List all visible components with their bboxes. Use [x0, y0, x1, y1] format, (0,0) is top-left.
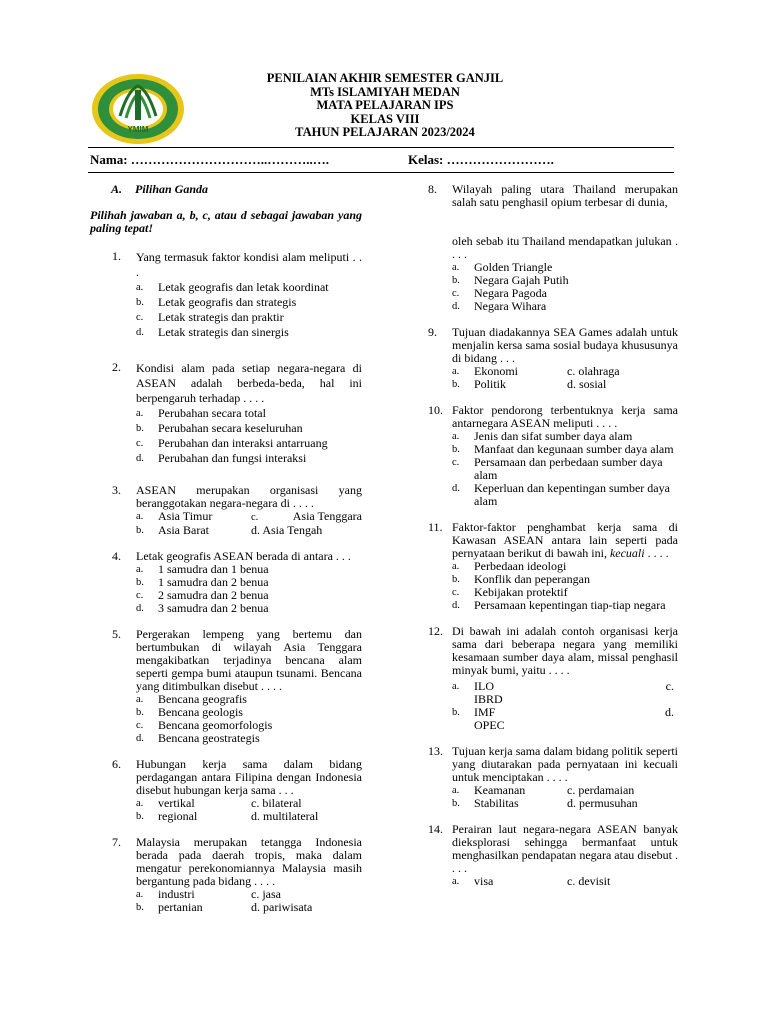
option-letter: d. [136, 453, 144, 464]
option-a[interactable] [136, 510, 247, 524]
option-letter: c. [452, 587, 460, 598]
option-letter: c. [251, 512, 259, 523]
question-number: 5. [112, 627, 121, 641]
question-2 [112, 361, 362, 466]
logo-text: YMIM [127, 125, 149, 134]
option-d[interactable]: d. sosial [567, 377, 607, 391]
option-letter: b. [452, 275, 460, 286]
divider-bottom [88, 172, 674, 173]
question-4 [112, 550, 362, 615]
question-emphasis: kecuali [609, 546, 645, 560]
option-letter: c. [136, 312, 144, 323]
option-d[interactable] [452, 482, 678, 508]
option-text: Letak strategis dan praktir [158, 310, 284, 324]
option-c[interactable]: c. perdamaian [567, 783, 635, 797]
question-text-main: Faktor-faktor penghambat kerja sama di Kawasan ASEAN antara lain seperti pada pernyataan berikut di bawah ini, [452, 520, 678, 560]
option-text: vertikal [158, 796, 195, 810]
option-text: Letak geografis dan strategis [158, 295, 297, 309]
option-letter: a. [136, 282, 144, 293]
blank-space [452, 209, 678, 235]
question-text [452, 521, 678, 560]
option-text: 2 samudra dan 2 benua [158, 588, 269, 602]
option-text: Golden Triangle [474, 260, 553, 274]
option-letter: b. [136, 811, 144, 822]
option-b[interactable] [136, 295, 362, 310]
option-letter: d. [136, 733, 144, 744]
option-text: Jenis dan sifat sumber daya alam [474, 429, 633, 443]
question-number: 6. [112, 757, 121, 771]
section-name: Pilihan Ganda [135, 182, 209, 196]
question-number: 9. [428, 325, 437, 339]
option-d[interactable]: d. pariwisata [251, 900, 313, 914]
option-b[interactable] [452, 378, 563, 391]
option-letter: b. [136, 902, 144, 913]
option-letter: d. [136, 327, 144, 338]
name-field[interactable]: Nama: …………………………..………..…. [90, 152, 330, 167]
option-letter: d. [452, 301, 460, 312]
option-text: Negara Wihara [474, 299, 547, 313]
instruction: Pilihah jawaban a, b, c, atau d sebagai jawaban yang paling tepat! [90, 208, 362, 235]
question-10 [428, 404, 678, 508]
question-3 [112, 484, 362, 537]
option-text: Perubahan dan fungsi interaksi [158, 451, 307, 465]
option-letter: b. [136, 577, 144, 588]
question-13 [428, 745, 678, 810]
option-text: Perubahan secara keseluruhan [158, 421, 303, 435]
question-text: Letak geografis ASEAN berada di antara . . . [136, 549, 351, 563]
option-letter: b. [452, 444, 460, 455]
option-letter: a. [452, 681, 460, 692]
option-text: Persamaan dan perbedaan sumber daya alam [474, 455, 663, 482]
question-text: Di bawah ini adalah contoh organisasi kerja sama dari beberapa negara yang memiliki kesamaan sumber daya alam, missal penghasil minyak bumi, yaitu . . . . [452, 624, 678, 677]
question-text: Tujuan kerja sama dalam bidang politik seperti yang diutarakan pada pernyataan ini kecuali untuk menciptakan . . . . [452, 744, 678, 784]
question-text: Tujuan diadakannya SEA Games adalah untuk menjalin kersa sama sosial budaya khususunya di bidang . . . [452, 325, 678, 365]
question-text: Malaysia merupakan tetangga Indonesia berada pada daerah tropis, maka dalam mengatur perekonomiannya Malaysia masih bergantung pada bidang . . . . [136, 835, 362, 888]
option-text: IMF [474, 705, 496, 719]
option-letter: b. [452, 798, 460, 809]
section-title [111, 183, 362, 196]
option-text: regional [158, 809, 198, 823]
option-a[interactable] [452, 365, 563, 378]
question-text-tail: . . . . [644, 546, 669, 560]
question-9 [428, 326, 678, 391]
option-letter: a. [452, 561, 460, 572]
option-letter: b. [452, 379, 460, 390]
question-5 [112, 628, 362, 745]
option-text: Asia Barat [158, 523, 209, 537]
exam-header [230, 72, 540, 140]
option-text: Kebijakan protektif [474, 585, 568, 599]
option-letter: c. [136, 590, 144, 601]
class-field[interactable]: Kelas: ……………………. [408, 152, 554, 167]
option-d[interactable] [452, 300, 678, 313]
option-d[interactable]: d. multilateral [251, 809, 319, 823]
question-number: 1. [112, 249, 121, 263]
question-6 [112, 758, 362, 823]
option-c[interactable]: c. olahraga [567, 364, 620, 378]
option-text: Manfaat dan kegunaan sumber daya alam [474, 442, 674, 456]
option-letter: b. [136, 423, 144, 434]
option-c[interactable]: c. jasa [251, 887, 281, 901]
option-letter: a. [136, 694, 144, 705]
option-c[interactable] [251, 510, 362, 524]
option-b[interactable] [136, 524, 247, 537]
option-letter: d. [452, 483, 460, 494]
option-d[interactable] [452, 599, 678, 612]
question-7 [112, 836, 362, 914]
option-c[interactable]: c. bilateral [251, 796, 302, 810]
option-letter: a. [136, 889, 144, 900]
question-number: 4. [112, 549, 121, 563]
option-text: ILO [474, 679, 494, 693]
question-text: Wilayah paling utara Thailand merupakan salah satu penghasil opium terbesar di dunia, [452, 182, 678, 209]
school-logo [90, 72, 186, 146]
option-letter: b. [136, 707, 144, 718]
question-number: 3. [112, 483, 121, 497]
section-letter: A. [111, 182, 123, 196]
option-text: industri [158, 887, 195, 901]
option-text: Ekonomi [474, 364, 518, 378]
question-11 [428, 521, 678, 612]
header-line: KELAS VIII [350, 111, 420, 126]
question-8 [428, 183, 678, 313]
question-text: Pergerakan lempeng yang bertemu dan bertumbukan di wilayah Asia Tenggara mengakibatkan terjadinya bencana alam seperti gempa bumi ataupun tsunami. Bencana yang ditimbulkan disebut . . . . [136, 627, 362, 693]
option-a[interactable] [136, 280, 362, 295]
question-text: Faktor pendorong terbentuknya kerja sama antarnegara ASEAN meliputi . . . . [452, 403, 678, 430]
header-line: PENILAIAN AKHIR SEMESTER GANJIL [266, 71, 504, 85]
option-d[interactable] [251, 524, 362, 537]
option-letter: b. [452, 574, 460, 585]
option-b[interactable] [136, 901, 247, 914]
option-text: Letak geografis dan letak koordinat [158, 280, 329, 294]
question-1 [112, 250, 362, 340]
question-text: Yang termasuk faktor kondisi alam meliputi . . . [136, 250, 362, 279]
question-number: 10. [428, 403, 443, 417]
left-column [90, 182, 362, 927]
header-line: MTs ISLAMIYAH MEDAN [310, 84, 460, 99]
option-text: Bencana geostrategis [158, 731, 260, 745]
option-letter: d. [251, 523, 260, 537]
question-number: 12. [428, 624, 443, 638]
option-letter: d. [452, 600, 460, 611]
option-text: Bencana geografis [158, 692, 247, 706]
option-text: Perubahan secara total [158, 406, 266, 420]
option-text: visa [474, 874, 494, 888]
option-c[interactable] [452, 456, 678, 482]
option-text: Negara Gajah Putih [474, 273, 569, 287]
right-column [428, 183, 678, 901]
question-text-continued: oleh sebab itu Thailand mendapatkan julukan . . . . [452, 234, 678, 261]
option-d[interactable] [136, 602, 362, 615]
question-number: 14. [428, 822, 443, 836]
question-number: 8. [428, 182, 437, 196]
option-d[interactable] [136, 451, 362, 466]
option-a[interactable] [136, 406, 362, 421]
option-d[interactable]: d. permusuhan [567, 796, 638, 810]
option-letter: a. [452, 262, 460, 273]
option-letter: c. [452, 457, 460, 468]
option-text: Perubahan dan interaksi antarruang [158, 436, 328, 450]
option-letter: a. [452, 366, 460, 377]
question-number: 7. [112, 835, 121, 849]
option-text: Asia Tenggara [292, 509, 362, 523]
option-c[interactable] [136, 436, 362, 451]
option-c-letter[interactable]: c. [665, 679, 674, 693]
option-b[interactable] [452, 797, 563, 810]
option-text: OPEC [474, 718, 505, 732]
option-letter: b. [136, 297, 144, 308]
question-text: Hubungan kerja sama dalam bidang perdagangan antara Filipina dengan Indonesia disebut hubungan kerja sama . . . [136, 757, 362, 797]
option-text: Bencana geomorfologis [158, 718, 273, 732]
option-letter: a. [136, 511, 144, 522]
question-number: 13. [428, 744, 443, 758]
header-line: TAHUN PELAJARAN 2023/2024 [295, 125, 475, 140]
option-a[interactable] [452, 875, 563, 888]
question-text: Kondisi alam pada setiap negara-negara di ASEAN adalah berbeda-beda, hal ini berpengaruh terhadap . . . . [136, 361, 362, 405]
option-text: Konflik dan peperangan [474, 572, 590, 586]
option-text: Perbedaan ideologi [474, 559, 567, 573]
option-text: pertanian [158, 900, 203, 914]
option-letter: a. [452, 431, 460, 442]
option-letter: a. [136, 408, 144, 419]
option-text: Bencana geologis [158, 705, 243, 719]
question-number: 2. [112, 360, 121, 374]
option-letter: a. [452, 876, 460, 887]
option-letter: d. [136, 603, 144, 614]
option-d-letter[interactable]: d. [665, 705, 674, 719]
option-text: Letak strategis dan sinergis [158, 325, 289, 339]
option-text: 1 samudra dan 2 benua [158, 575, 269, 589]
option-d[interactable] [136, 732, 362, 745]
option-text: Keperluan dan kepentingan sumber daya alam [474, 481, 670, 508]
option-letter: c. [136, 720, 144, 731]
question-12 [428, 625, 678, 732]
question-text: ASEAN merupakan organisasi yang beranggotakan negara-negara di . . . . [136, 483, 362, 510]
option-text: Asia Timur [158, 509, 213, 523]
option-letter: a. [136, 798, 144, 809]
option-c[interactable]: c. devisit [567, 874, 611, 888]
option-letter: c. [136, 438, 144, 449]
option-text: Asia Tengah [262, 523, 323, 537]
option-text: IBRD [474, 692, 503, 706]
option-b[interactable] [136, 421, 362, 436]
option-text: Negara Pagoda [474, 286, 547, 300]
option-letter: b. [136, 525, 144, 536]
question-text: Perairan laut negara-negara ASEAN banyak dieksplorasi sehingga bermanfaat untuk menghasilkan pendapatan negara atau disebut . . . . [452, 822, 678, 875]
option-letter: c. [452, 288, 460, 299]
header-line: MATA PELAJARAN IPS [316, 98, 454, 113]
option-d[interactable] [136, 325, 362, 340]
question-number: 11. [428, 520, 443, 534]
option-letter: b. [452, 707, 460, 718]
option-letter: a. [136, 564, 144, 575]
divider-top [88, 147, 674, 148]
option-c[interactable] [136, 310, 362, 325]
option-text: Politik [474, 377, 507, 391]
option-text: Keamanan [474, 783, 526, 797]
option-text: 1 samudra dan 1 benua [158, 562, 269, 576]
option-b[interactable] [136, 810, 247, 823]
option-letter: a. [452, 785, 460, 796]
option-d[interactable] [452, 719, 634, 732]
question-14 [428, 823, 678, 888]
option-text: 3 samudra dan 2 benua [158, 601, 269, 615]
option-text: Persamaan kepentingan tiap-tiap negara [474, 598, 666, 612]
option-text: Stabilitas [474, 796, 519, 810]
